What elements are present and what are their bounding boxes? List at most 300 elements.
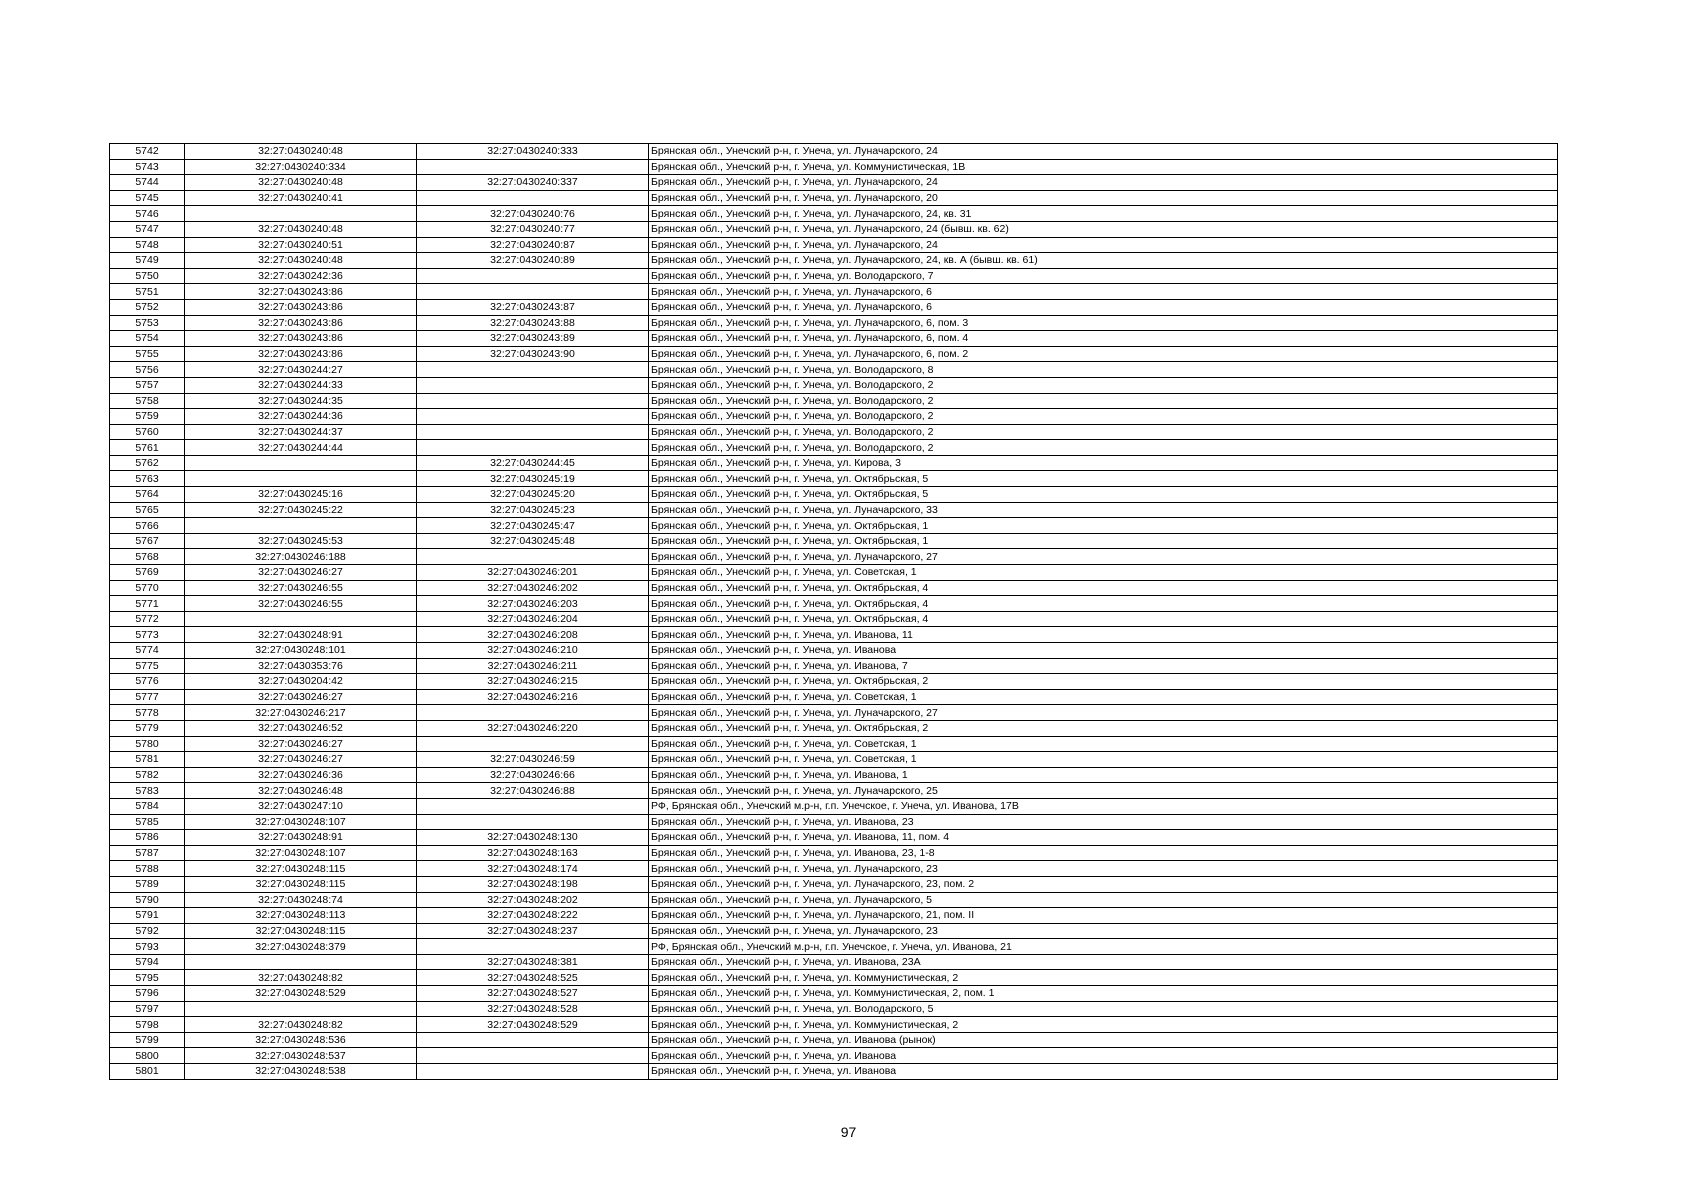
- object-cadastral-number-cell: 32:27:0430246:204: [417, 611, 649, 627]
- land-cadastral-number-cell: [185, 455, 417, 471]
- object-cadastral-number-cell: 32:27:0430248:527: [417, 986, 649, 1002]
- row-number-cell: 5763: [110, 471, 185, 487]
- table-row: [110, 580, 1558, 596]
- row-number-cell: 5765: [110, 502, 185, 518]
- object-cadastral-number-cell: 32:27:0430246:211: [417, 658, 649, 674]
- row-number-cell: 5785: [110, 814, 185, 830]
- land-cadastral-number-cell: 32:27:0430248:115: [185, 923, 417, 939]
- row-number-cell: 5762: [110, 455, 185, 471]
- row-number-cell: 5772: [110, 611, 185, 627]
- table-row: [110, 1064, 1558, 1080]
- land-cadastral-number-cell: 32:27:0430248:536: [185, 1032, 417, 1048]
- land-cadastral-number-cell: 32:27:0430246:217: [185, 705, 417, 721]
- object-cadastral-number-cell: [417, 1032, 649, 1048]
- table-row: [110, 299, 1558, 315]
- row-number-cell: 5781: [110, 752, 185, 768]
- address-cell: Брянская обл., Унечский р-н, г. Унеча, ул. Коммунистическая, 2, пом. 1: [649, 986, 1558, 1002]
- address-cell: Брянская обл., Унечский р-н, г. Унеча, ул. Октябрьская, 4: [649, 596, 1558, 612]
- page-number: 97: [840, 1124, 857, 1140]
- row-number-cell: 5787: [110, 845, 185, 861]
- table-row: [110, 876, 1558, 892]
- object-cadastral-number-cell: [417, 284, 649, 300]
- address-cell: Брянская обл., Унечский р-н, г. Унеча, ул. Луначарского, 21, пом. II: [649, 908, 1558, 924]
- land-cadastral-number-cell: 32:27:0430240:48: [185, 175, 417, 191]
- table-row: [110, 549, 1558, 565]
- address-cell: Брянская обл., Унечский р-н, г. Унеча, ул. Луначарского, 6: [649, 284, 1558, 300]
- row-number-cell: 5799: [110, 1032, 185, 1048]
- object-cadastral-number-cell: [417, 814, 649, 830]
- object-cadastral-number-cell: 32:27:0430240:77: [417, 221, 649, 237]
- table-row: [110, 175, 1558, 191]
- address-cell: Брянская обл., Унечский р-н, г. Унеча, ул. Луначарского, 24, кв. 31: [649, 206, 1558, 222]
- object-cadastral-number-cell: 32:27:0430245:20: [417, 487, 649, 503]
- row-number-cell: 5747: [110, 221, 185, 237]
- table-row: [110, 533, 1558, 549]
- row-number-cell: 5794: [110, 954, 185, 970]
- registry-table-container: [109, 143, 1557, 1080]
- land-cadastral-number-cell: 32:27:0430246:52: [185, 720, 417, 736]
- address-cell: Брянская обл., Унечский р-н, г. Унеча, ул. Луначарского, 24, кв. А (бывш. кв. 61): [649, 253, 1558, 269]
- row-number-cell: 5793: [110, 939, 185, 955]
- address-cell: Брянская обл., Унечский р-н, г. Унеча, ул. Володарского, 2: [649, 440, 1558, 456]
- row-number-cell: 5784: [110, 798, 185, 814]
- object-cadastral-number-cell: 32:27:0430245:23: [417, 502, 649, 518]
- row-number-cell: 5791: [110, 908, 185, 924]
- object-cadastral-number-cell: 32:27:0430246:202: [417, 580, 649, 596]
- row-number-cell: 5778: [110, 705, 185, 721]
- land-cadastral-number-cell: 32:27:0430244:27: [185, 362, 417, 378]
- address-cell: Брянская обл., Унечский р-н, г. Унеча, ул. Иванова (рынок): [649, 1032, 1558, 1048]
- land-cadastral-number-cell: 32:27:0430245:53: [185, 533, 417, 549]
- object-cadastral-number-cell: 32:27:0430243:90: [417, 346, 649, 362]
- land-cadastral-number-cell: 32:27:0430248:91: [185, 627, 417, 643]
- table-row: [110, 518, 1558, 534]
- address-cell: Брянская обл., Унечский р-н, г. Унеча, ул. Октябрьская, 5: [649, 487, 1558, 503]
- object-cadastral-number-cell: 32:27:0430243:88: [417, 315, 649, 331]
- object-cadastral-number-cell: 32:27:0430246:59: [417, 752, 649, 768]
- object-cadastral-number-cell: [417, 362, 649, 378]
- table-row: [110, 455, 1558, 471]
- table-row: [110, 596, 1558, 612]
- table-row: [110, 253, 1558, 269]
- land-cadastral-number-cell: 32:27:0430204:42: [185, 674, 417, 690]
- object-cadastral-number-cell: 32:27:0430240:89: [417, 253, 649, 269]
- object-cadastral-number-cell: [417, 549, 649, 565]
- table-row: [110, 674, 1558, 690]
- table-row: [110, 845, 1558, 861]
- table-row: [110, 565, 1558, 581]
- land-cadastral-number-cell: 32:27:0430243:86: [185, 299, 417, 315]
- address-cell: Брянская обл., Унечский р-н, г. Унеча, ул. Луначарского, 6, пом. 3: [649, 315, 1558, 331]
- address-cell: Брянская обл., Унечский р-н, г. Унеча, ул. Иванова, 7: [649, 658, 1558, 674]
- table-row: [110, 892, 1558, 908]
- row-number-cell: 5764: [110, 487, 185, 503]
- address-cell: Брянская обл., Унечский р-н, г. Унеча, ул. Луначарского, 23: [649, 923, 1558, 939]
- row-number-cell: 5782: [110, 767, 185, 783]
- table-row: [110, 970, 1558, 986]
- row-number-cell: 5751: [110, 284, 185, 300]
- address-cell: Брянская обл., Унечский р-н, г. Унеча, ул. Октябрьская, 2: [649, 720, 1558, 736]
- address-cell: Брянская обл., Унечский р-н, г. Унеча, ул. Октябрьская, 1: [649, 533, 1558, 549]
- address-cell: Брянская обл., Унечский р-н, г. Унеча, ул. Октябрьская, 1: [649, 518, 1558, 534]
- table-row: [110, 954, 1558, 970]
- table-row: [110, 190, 1558, 206]
- row-number-cell: 5783: [110, 783, 185, 799]
- land-cadastral-number-cell: 32:27:0430246:27: [185, 689, 417, 705]
- address-cell: Брянская обл., Унечский р-н, г. Унеча, ул. Володарского, 5: [649, 1001, 1558, 1017]
- object-cadastral-number-cell: [417, 1064, 649, 1080]
- object-cadastral-number-cell: 32:27:0430248:528: [417, 1001, 649, 1017]
- object-cadastral-number-cell: 32:27:0430246:215: [417, 674, 649, 690]
- object-cadastral-number-cell: 32:27:0430246:220: [417, 720, 649, 736]
- row-number-cell: 5744: [110, 175, 185, 191]
- object-cadastral-number-cell: 32:27:0430248:381: [417, 954, 649, 970]
- land-cadastral-number-cell: 32:27:0430245:22: [185, 502, 417, 518]
- row-number-cell: 5775: [110, 658, 185, 674]
- address-cell: Брянская обл., Унечский р-н, г. Унеча, ул. Иванова, 11: [649, 627, 1558, 643]
- object-cadastral-number-cell: 32:27:0430240:87: [417, 237, 649, 253]
- land-cadastral-number-cell: 32:27:0430246:188: [185, 549, 417, 565]
- table-row: [110, 752, 1558, 768]
- row-number-cell: 5761: [110, 440, 185, 456]
- address-cell: Брянская обл., Унечский р-н, г. Унеча, ул. Луначарского, 25: [649, 783, 1558, 799]
- address-cell: Брянская обл., Унечский р-н, г. Унеча, ул. Луначарского, 24: [649, 175, 1558, 191]
- row-number-cell: 5767: [110, 533, 185, 549]
- table-row: [110, 908, 1558, 924]
- row-number-cell: 5800: [110, 1048, 185, 1064]
- table-row: [110, 424, 1558, 440]
- address-cell: Брянская обл., Унечский р-н, г. Унеча, ул. Кирова, 3: [649, 455, 1558, 471]
- table-row: [110, 362, 1558, 378]
- table-row: [110, 783, 1558, 799]
- row-number-cell: 5745: [110, 190, 185, 206]
- table-row: [110, 736, 1558, 752]
- land-cadastral-number-cell: 32:27:0430246:36: [185, 767, 417, 783]
- land-cadastral-number-cell: 32:27:0430248:91: [185, 830, 417, 846]
- land-cadastral-number-cell: [185, 1001, 417, 1017]
- row-number-cell: 5760: [110, 424, 185, 440]
- row-number-cell: 5796: [110, 986, 185, 1002]
- table-row: [110, 658, 1558, 674]
- land-cadastral-number-cell: 32:27:0430246:27: [185, 736, 417, 752]
- address-cell: Брянская обл., Унечский р-н, г. Унеча, ул. Володарского, 2: [649, 377, 1558, 393]
- table-row: [110, 1032, 1558, 1048]
- row-number-cell: 5776: [110, 674, 185, 690]
- row-number-cell: 5748: [110, 237, 185, 253]
- table-row: [110, 1017, 1558, 1033]
- land-cadastral-number-cell: 32:27:0430248:537: [185, 1048, 417, 1064]
- object-cadastral-number-cell: 32:27:0430248:130: [417, 830, 649, 846]
- object-cadastral-number-cell: 32:27:0430240:76: [417, 206, 649, 222]
- land-cadastral-number-cell: [185, 206, 417, 222]
- land-cadastral-number-cell: 32:27:0430240:48: [185, 253, 417, 269]
- address-cell: Брянская обл., Унечский р-н, г. Унеча, ул. Октябрьская, 5: [649, 471, 1558, 487]
- land-cadastral-number-cell: 32:27:0430244:44: [185, 440, 417, 456]
- row-number-cell: 5773: [110, 627, 185, 643]
- object-cadastral-number-cell: 32:27:0430245:19: [417, 471, 649, 487]
- land-cadastral-number-cell: 32:27:0430240:48: [185, 221, 417, 237]
- object-cadastral-number-cell: [417, 440, 649, 456]
- land-cadastral-number-cell: [185, 518, 417, 534]
- object-cadastral-number-cell: [417, 798, 649, 814]
- row-number-cell: 5766: [110, 518, 185, 534]
- address-cell: Брянская обл., Унечский р-н, г. Унеча, ул. Володарского, 2: [649, 424, 1558, 440]
- land-cadastral-number-cell: [185, 611, 417, 627]
- address-cell: Брянская обл., Унечский р-н, г. Унеча, ул. Луначарского, 24: [649, 144, 1558, 160]
- address-cell: Брянская обл., Унечский р-н, г. Унеча, ул. Коммунистическая, 2: [649, 970, 1558, 986]
- object-cadastral-number-cell: [417, 159, 649, 175]
- table-row: [110, 346, 1558, 362]
- row-number-cell: 5795: [110, 970, 185, 986]
- row-number-cell: 5755: [110, 346, 185, 362]
- row-number-cell: 5749: [110, 253, 185, 269]
- address-cell: Брянская обл., Унечский р-н, г. Унеча, ул. Иванова: [649, 1048, 1558, 1064]
- table-row: [110, 939, 1558, 955]
- land-cadastral-number-cell: 32:27:0430248:107: [185, 845, 417, 861]
- land-cadastral-number-cell: 32:27:0430353:76: [185, 658, 417, 674]
- table-row: [110, 409, 1558, 425]
- address-cell: Брянская обл., Унечский р-н, г. Унеча, ул. Октябрьская, 4: [649, 611, 1558, 627]
- row-number-cell: 5743: [110, 159, 185, 175]
- address-cell: РФ, Брянская обл., Унечский м.р-н, г.п. Унечское, г. Унеча, ул. Иванова, 17В: [649, 798, 1558, 814]
- object-cadastral-number-cell: [417, 377, 649, 393]
- address-cell: Брянская обл., Унечский р-н, г. Унеча, ул. Володарского, 2: [649, 393, 1558, 409]
- land-cadastral-number-cell: 32:27:0430248:74: [185, 892, 417, 908]
- address-cell: Брянская обл., Унечский р-н, г. Унеча, ул. Луначарского, 27: [649, 549, 1558, 565]
- table-body: [110, 144, 1558, 1080]
- land-cadastral-number-cell: 32:27:0430243:86: [185, 331, 417, 347]
- table-row: [110, 689, 1558, 705]
- table-row: [110, 393, 1558, 409]
- object-cadastral-number-cell: [417, 736, 649, 752]
- row-number-cell: 5777: [110, 689, 185, 705]
- object-cadastral-number-cell: 32:27:0430248:163: [417, 845, 649, 861]
- land-cadastral-number-cell: 32:27:0430244:33: [185, 377, 417, 393]
- address-cell: Брянская обл., Унечский р-н, г. Унеча, ул. Луначарского, 27: [649, 705, 1558, 721]
- address-cell: Брянская обл., Унечский р-н, г. Унеча, ул. Луначарского, 6, пом. 2: [649, 346, 1558, 362]
- object-cadastral-number-cell: 32:27:0430248:237: [417, 923, 649, 939]
- land-cadastral-number-cell: 32:27:0430248:538: [185, 1064, 417, 1080]
- table-row: [110, 611, 1558, 627]
- address-cell: Брянская обл., Унечский р-н, г. Унеча, ул. Коммунистическая, 2: [649, 1017, 1558, 1033]
- address-cell: Брянская обл., Унечский р-н, г. Унеча, ул. Луначарского, 20: [649, 190, 1558, 206]
- row-number-cell: 5759: [110, 409, 185, 425]
- land-cadastral-number-cell: 32:27:0430248:379: [185, 939, 417, 955]
- object-cadastral-number-cell: 32:27:0430245:47: [417, 518, 649, 534]
- land-cadastral-number-cell: [185, 954, 417, 970]
- row-number-cell: 5769: [110, 565, 185, 581]
- address-cell: Брянская обл., Унечский р-н, г. Унеча, ул. Иванова, 11, пом. 4: [649, 830, 1558, 846]
- row-number-cell: 5801: [110, 1064, 185, 1080]
- land-cadastral-number-cell: 32:27:0430248:101: [185, 643, 417, 659]
- row-number-cell: 5757: [110, 377, 185, 393]
- table-row: [110, 767, 1558, 783]
- address-cell: Брянская обл., Унечский р-н, г. Унеча, ул. Луначарского, 24 (бывш. кв. 62): [649, 221, 1558, 237]
- table-row: [110, 440, 1558, 456]
- table-row: [110, 502, 1558, 518]
- address-cell: Брянская обл., Унечский р-н, г. Унеча, ул. Луначарского, 6: [649, 299, 1558, 315]
- land-cadastral-number-cell: [185, 471, 417, 487]
- row-number-cell: 5742: [110, 144, 185, 160]
- address-cell: Брянская обл., Унечский р-н, г. Унеча, ул. Октябрьская, 2: [649, 674, 1558, 690]
- land-cadastral-number-cell: 32:27:0430246:55: [185, 596, 417, 612]
- row-number-cell: 5746: [110, 206, 185, 222]
- object-cadastral-number-cell: 32:27:0430248:202: [417, 892, 649, 908]
- row-number-cell: 5780: [110, 736, 185, 752]
- object-cadastral-number-cell: 32:27:0430246:88: [417, 783, 649, 799]
- table-row: [110, 1001, 1558, 1017]
- row-number-cell: 5798: [110, 1017, 185, 1033]
- table-row: [110, 814, 1558, 830]
- row-number-cell: 5750: [110, 268, 185, 284]
- table-row: [110, 1048, 1558, 1064]
- object-cadastral-number-cell: 32:27:0430246:201: [417, 565, 649, 581]
- address-cell: РФ, Брянская обл., Унечский м.р-н, г.п. Унечское, г. Унеча, ул. Иванова, 21: [649, 939, 1558, 955]
- land-cadastral-number-cell: 32:27:0430243:86: [185, 346, 417, 362]
- object-cadastral-number-cell: 32:27:0430246:66: [417, 767, 649, 783]
- object-cadastral-number-cell: 32:27:0430248:222: [417, 908, 649, 924]
- table-row: [110, 331, 1558, 347]
- object-cadastral-number-cell: [417, 705, 649, 721]
- address-cell: Брянская обл., Унечский р-н, г. Унеча, ул. Луначарского, 23, пом. 2: [649, 876, 1558, 892]
- land-cadastral-number-cell: 32:27:0430243:86: [185, 315, 417, 331]
- land-cadastral-number-cell: 32:27:0430247:10: [185, 798, 417, 814]
- table-row: [110, 705, 1558, 721]
- table-row: [110, 471, 1558, 487]
- row-number-cell: 5771: [110, 596, 185, 612]
- address-cell: Брянская обл., Унечский р-н, г. Унеча, ул. Иванова, 23: [649, 814, 1558, 830]
- land-cadastral-number-cell: 32:27:0430248:115: [185, 861, 417, 877]
- land-cadastral-number-cell: 32:27:0430246:48: [185, 783, 417, 799]
- address-cell: Брянская обл., Унечский р-н, г. Унеча, ул. Луначарского, 23: [649, 861, 1558, 877]
- table-row: [110, 923, 1558, 939]
- row-number-cell: 5753: [110, 315, 185, 331]
- row-number-cell: 5756: [110, 362, 185, 378]
- object-cadastral-number-cell: [417, 939, 649, 955]
- address-cell: Брянская обл., Унечский р-н, г. Унеча, ул. Володарского, 7: [649, 268, 1558, 284]
- address-cell: Брянская обл., Унечский р-н, г. Унеча, ул. Луначарского, 5: [649, 892, 1558, 908]
- table-row: [110, 643, 1558, 659]
- land-cadastral-number-cell: 32:27:0430246:27: [185, 565, 417, 581]
- object-cadastral-number-cell: 32:27:0430245:48: [417, 533, 649, 549]
- table-row: [110, 798, 1558, 814]
- object-cadastral-number-cell: 32:27:0430248:529: [417, 1017, 649, 1033]
- address-cell: Брянская обл., Унечский р-н, г. Унеча, ул. Коммунистическая, 1В: [649, 159, 1558, 175]
- table-row: [110, 830, 1558, 846]
- object-cadastral-number-cell: 32:27:0430240:333: [417, 144, 649, 160]
- table-row: [110, 986, 1558, 1002]
- table-row: [110, 268, 1558, 284]
- address-cell: Брянская обл., Унечский р-н, г. Унеча, ул. Иванова: [649, 643, 1558, 659]
- address-cell: Брянская обл., Унечский р-н, г. Унеча, ул. Иванова: [649, 1064, 1558, 1080]
- land-cadastral-number-cell: 32:27:0430244:37: [185, 424, 417, 440]
- row-number-cell: 5768: [110, 549, 185, 565]
- land-cadastral-number-cell: 32:27:0430240:48: [185, 144, 417, 160]
- row-number-cell: 5789: [110, 876, 185, 892]
- object-cadastral-number-cell: 32:27:0430248:525: [417, 970, 649, 986]
- object-cadastral-number-cell: 32:27:0430243:89: [417, 331, 649, 347]
- row-number-cell: 5754: [110, 331, 185, 347]
- table-row: [110, 159, 1558, 175]
- row-number-cell: 5788: [110, 861, 185, 877]
- land-cadastral-number-cell: 32:27:0430240:41: [185, 190, 417, 206]
- address-cell: Брянская обл., Унечский р-н, г. Унеча, ул. Луначарского, 6, пом. 4: [649, 331, 1558, 347]
- row-number-cell: 5786: [110, 830, 185, 846]
- object-cadastral-number-cell: [417, 393, 649, 409]
- object-cadastral-number-cell: 32:27:0430248:198: [417, 876, 649, 892]
- address-cell: Брянская обл., Унечский р-н, г. Унеча, ул. Советская, 1: [649, 736, 1558, 752]
- address-cell: Брянская обл., Унечский р-н, г. Унеча, ул. Иванова, 23, 1-8: [649, 845, 1558, 861]
- cadastral-registry-table: [109, 143, 1558, 1080]
- table-row: [110, 627, 1558, 643]
- land-cadastral-number-cell: 32:27:0430248:107: [185, 814, 417, 830]
- address-cell: Брянская обл., Унечский р-н, г. Унеча, ул. Советская, 1: [649, 565, 1558, 581]
- table-row: [110, 720, 1558, 736]
- land-cadastral-number-cell: 32:27:0430240:334: [185, 159, 417, 175]
- table-row: [110, 487, 1558, 503]
- object-cadastral-number-cell: 32:27:0430246:210: [417, 643, 649, 659]
- object-cadastral-number-cell: [417, 190, 649, 206]
- address-cell: Брянская обл., Унечский р-н, г. Унеча, ул. Володарского, 2: [649, 409, 1558, 425]
- land-cadastral-number-cell: 32:27:0430248:82: [185, 1017, 417, 1033]
- land-cadastral-number-cell: 32:27:0430243:86: [185, 284, 417, 300]
- object-cadastral-number-cell: [417, 268, 649, 284]
- row-number-cell: 5797: [110, 1001, 185, 1017]
- land-cadastral-number-cell: 32:27:0430240:51: [185, 237, 417, 253]
- row-number-cell: 5790: [110, 892, 185, 908]
- object-cadastral-number-cell: [417, 409, 649, 425]
- table-row: [110, 206, 1558, 222]
- row-number-cell: 5758: [110, 393, 185, 409]
- land-cadastral-number-cell: 32:27:0430246:27: [185, 752, 417, 768]
- table-row: [110, 237, 1558, 253]
- object-cadastral-number-cell: 32:27:0430244:45: [417, 455, 649, 471]
- object-cadastral-number-cell: 32:27:0430246:208: [417, 627, 649, 643]
- table-row: [110, 861, 1558, 877]
- land-cadastral-number-cell: 32:27:0430244:36: [185, 409, 417, 425]
- table-row: [110, 315, 1558, 331]
- address-cell: Брянская обл., Унечский р-н, г. Унеча, ул. Иванова, 1: [649, 767, 1558, 783]
- table-row: [110, 221, 1558, 237]
- address-cell: Брянская обл., Унечский р-н, г. Унеча, ул. Советская, 1: [649, 752, 1558, 768]
- row-number-cell: 5779: [110, 720, 185, 736]
- object-cadastral-number-cell: 32:27:0430240:337: [417, 175, 649, 191]
- land-cadastral-number-cell: 32:27:0430242:36: [185, 268, 417, 284]
- object-cadastral-number-cell: 32:27:0430246:203: [417, 596, 649, 612]
- row-number-cell: 5752: [110, 299, 185, 315]
- object-cadastral-number-cell: 32:27:0430248:174: [417, 861, 649, 877]
- address-cell: Брянская обл., Унечский р-н, г. Унеча, ул. Луначарского, 24: [649, 237, 1558, 253]
- land-cadastral-number-cell: 32:27:0430248:529: [185, 986, 417, 1002]
- object-cadastral-number-cell: 32:27:0430243:87: [417, 299, 649, 315]
- land-cadastral-number-cell: 32:27:0430248:115: [185, 876, 417, 892]
- land-cadastral-number-cell: 32:27:0430248:82: [185, 970, 417, 986]
- object-cadastral-number-cell: [417, 424, 649, 440]
- land-cadastral-number-cell: 32:27:0430246:55: [185, 580, 417, 596]
- address-cell: Брянская обл., Унечский р-н, г. Унеча, ул. Советская, 1: [649, 689, 1558, 705]
- object-cadastral-number-cell: [417, 1048, 649, 1064]
- land-cadastral-number-cell: 32:27:0430244:35: [185, 393, 417, 409]
- address-cell: Брянская обл., Унечский р-н, г. Унеча, ул. Володарского, 8: [649, 362, 1558, 378]
- table-row: [110, 284, 1558, 300]
- address-cell: Брянская обл., Унечский р-н, г. Унеча, ул. Луначарского, 33: [649, 502, 1558, 518]
- row-number-cell: 5770: [110, 580, 185, 596]
- object-cadastral-number-cell: 32:27:0430246:216: [417, 689, 649, 705]
- row-number-cell: 5792: [110, 923, 185, 939]
- table-row: [110, 144, 1558, 160]
- table-row: [110, 377, 1558, 393]
- address-cell: Брянская обл., Унечский р-н, г. Унеча, ул. Октябрьская, 4: [649, 580, 1558, 596]
